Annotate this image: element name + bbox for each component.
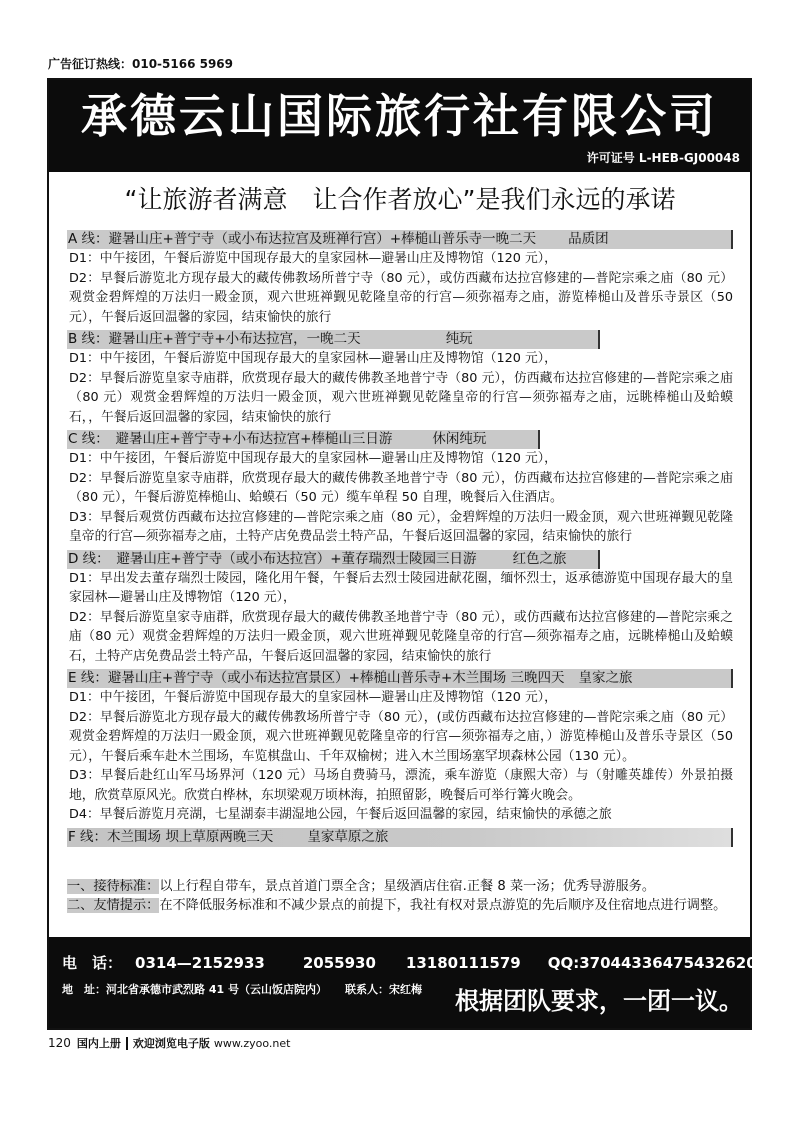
day-item (67, 349, 733, 369)
phone-row (62, 954, 767, 972)
address-label: 地 址： (62, 983, 106, 996)
advertisement-frame (47, 78, 768, 1030)
route-title-bar (67, 669, 733, 688)
route-title-bar (67, 430, 540, 449)
day-label: D1： (69, 251, 100, 266)
route-f (67, 828, 733, 847)
note-friendly-reminder (67, 896, 735, 915)
route-title-bar (67, 550, 600, 569)
day-item (67, 766, 733, 805)
note-text: 以上行程自带车，景点首道门票全含；星级酒店住宿.正餐 8 菜一汤；优秀导游服务。 (159, 879, 656, 894)
day-text: 早餐后游览皇家寺庙群，欣赏现存最大的藏传佛教圣地普宁寺（80 元），或仿西藏布达拉宫修建的—普陀宗乘之庙（80 元）观赏金碧辉煌的万法归一殿金顶，观六世班禅觐见乾隆皇帝的行宫—须弥福寿之庙，远眺棒槌山及蛤蟆石，土特产店免费品尝土特产品，午餐后返回温馨的家园，结束愉快的旅行 (69, 609, 734, 664)
service-notes (67, 877, 735, 915)
day-item (67, 569, 733, 608)
phone-label: 电 话： (62, 954, 123, 972)
day-text: 早餐后游览月亮湖，七星湖泰丰湖湿地公园，午餐后返回温馨的家园，结束愉快的承德之旅 (99, 807, 612, 822)
route-c (67, 430, 733, 547)
header-banner (49, 80, 750, 172)
route-tag: 品质团 (568, 231, 609, 247)
day-label: D2： (69, 609, 100, 625)
route-title: A 线：避暑山庄+普宁寺（或小布达拉宫及班禅行宫）+棒槌山普乐寺一晚二天 (68, 231, 537, 247)
day-text: 中午接团，午餐后游览中国现存最大的皇家园林—避暑山庄及博物馆（120 元）， (99, 251, 557, 266)
contact-footer (49, 937, 768, 1028)
day-label: D1： (69, 690, 100, 705)
route-tag: 皇家草原之旅 (307, 828, 389, 845)
phone-number: 0314—2152933 (135, 954, 265, 972)
website-url: www.zyoo.net (213, 1037, 291, 1050)
day-item (67, 369, 733, 428)
day-label: D2： (69, 370, 100, 386)
address-text: 河北省承德市武烈路 41 号（云山饭店院内） (106, 983, 327, 996)
phone-number: 2055930 (302, 954, 376, 972)
day-item (67, 508, 733, 547)
company-name: 承德云山国际旅行社有限公司 (81, 89, 718, 143)
day-label: D3： (69, 509, 100, 525)
day-text: 早餐后游览皇家寺庙群，欣赏现存最大的藏传佛教圣地普宁寺（80 元），仿西藏布达拉宫修建的—普陀宗乘之庙（80 元），午餐后游览棒槌山、蛤蟆石（50 元）缆车单程 50 自理，晚餐后入住酒店。 (69, 470, 734, 505)
route-a (67, 230, 733, 327)
day-label: D1： (69, 451, 100, 466)
day-label: D3： (69, 768, 101, 783)
note-label: 一、接待标准： (67, 879, 160, 894)
route-b (67, 330, 733, 427)
slogan: “让旅游者满意 让合作者放心”是我们永远的承诺 (124, 185, 676, 214)
day-item (67, 249, 733, 269)
content-area (49, 178, 750, 847)
route-title: C 线： 避暑山庄+普宁寺+小布达拉宫+棒槌山三日游 (68, 431, 393, 447)
route-title-bar (67, 230, 733, 249)
note-label: 二、友情提示： (67, 898, 160, 913)
route-title-bar (67, 828, 733, 847)
day-item (67, 269, 733, 328)
day-label: D2： (69, 709, 101, 725)
day-item (67, 469, 733, 508)
route-d (67, 550, 733, 667)
route-e (67, 669, 733, 825)
route-tag: 红色之旅 (512, 550, 567, 567)
day-text: 早餐后观赏仿西藏布达拉宫修建的—普陀宗乘之庙（80 元），金碧辉煌的万法归一殿金顶，观六世班禅觐见乾隆皇帝的行宫—须弥福寿之庙，土特产店免费品尝土特产品，午餐后返回温馨的家园，结束愉快的旅行 (69, 509, 734, 544)
day-label: D2： (69, 270, 101, 286)
day-text: 中午接团，午餐后游览中国现存最大的皇家园林—避暑山庄及博物馆（120 元）， (99, 690, 557, 705)
note-text: 在不降低服务标准和不减少景点的前提下，我社有权对景点游览的先后顺序及住宿地点进行调整。 (159, 898, 727, 913)
day-item (67, 805, 733, 825)
ad-hotline: 广告征订热线：010-5166 5969 (48, 57, 234, 71)
route-title: D 线： 避暑山庄+普宁寺（或小布达拉宫）+董存瑞烈士陵园三日游 (68, 550, 477, 567)
route-title: F 线：木兰围场 坝上草原两晚三天 (68, 828, 274, 845)
route-tag: 皇家之旅 (578, 670, 633, 686)
qq-number-2: 754326207 (673, 954, 768, 972)
route-title: B 线：避暑山庄+普宁寺+小布达拉宫，一晚二天 (68, 331, 361, 347)
address-row (62, 983, 422, 997)
ebook-tagline: 欢迎浏览电子版 (132, 1037, 210, 1050)
page-footer (48, 1036, 290, 1051)
license-number: 许可证号 L-HEB-GJ00048 (586, 151, 740, 165)
day-text: 早出发去董存瑞烈士陵园，隆化用午餐，午餐后去烈士陵园进献花圈，缅怀烈士，返承德游览中国现存最大的皇家园林—避暑山庄及博物馆（120 元）， (69, 570, 734, 605)
note-reception-standard (67, 877, 735, 896)
day-label: D2： (69, 470, 100, 486)
route-title-bar (67, 330, 600, 349)
day-label: D1： (69, 351, 100, 366)
mobile-number: 13180111579 (405, 954, 521, 972)
route-list (67, 230, 733, 847)
day-item (67, 688, 733, 708)
day-item (67, 449, 733, 469)
day-item (67, 608, 733, 667)
qq-number: QQ:370443364 (547, 954, 674, 972)
day-text: 早餐后游览北方现存最大的藏传佛教场所普宁寺（80 元），或仿西藏布达拉宫修建的—普陀宗乘之庙（80 元）观赏金碧辉煌的万法归一殿金顶，观六世班禅觐见乾隆皇帝的行宫—须弥福寿之庙，游览棒槌山及普乐寺景区（50 元），午餐后返回温馨的家园，结束愉快的旅行 (69, 270, 733, 325)
contact-label: 联系人： (344, 983, 389, 996)
day-item (67, 708, 733, 767)
page-number: 120 (48, 1036, 71, 1050)
footer-slogan: 根据团队要求，一团一议。 (455, 987, 743, 1015)
route-tag: 纯玩 (445, 331, 473, 347)
day-text: 早餐后游览北方现存最大的藏传佛教场所普宁寺（80 元），(或仿西藏布达拉宫修建的—普陀宗乘之庙（80 元）观赏金碧辉煌的万法归一殿金顶，观六世班禅觐见乾隆皇帝的行宫—须弥福寿之庙，）游览棒槌山及普乐寺景区（50 元），午餐后乘车赴木兰围场，车览棋盘山、千年双榆树；进入木兰围场塞罕坝森林公园（130 元）。 (69, 709, 734, 764)
contact-name: 宋红梅 (388, 983, 422, 996)
route-title: E 线：避暑山庄+普宁寺（或小布达拉宫景区）+棒槌山普乐寺+木兰围场 三晚四天 (68, 670, 565, 686)
day-text: 中午接团，午餐后游览中国现存最大的皇家园林—避暑山庄及博物馆（120 元）， (99, 451, 557, 466)
book-section: 国内上册 (77, 1037, 128, 1050)
route-tag: 休闲纯玩 (432, 431, 487, 447)
day-text: 中午接团，午餐后游览中国现存最大的皇家园林—避暑山庄及博物馆（120 元）， (99, 351, 557, 366)
day-text: 早餐后赴红山军马场界河（120 元）马场自费骑马，漂流，乘车游览（康熙大帝）与（射雕英雄传）外景拍摄地，欣赏草原风光。欣赏白桦林，东坝梁观万顷林海，拍照留影，晚餐后可举行篝火晚会。 (69, 768, 733, 803)
day-text: 早餐后游览皇家寺庙群，欣赏现存最大的藏传佛教圣地普宁寺（80 元），仿西藏布达拉宫修建的—普陀宗乘之庙（80 元）观赏金碧辉煌的万法归一殿金顶，观六世班禅觐见乾隆皇帝的行宫—须弥福寿之庙，远眺棒槌山及蛤蟆石，，午餐后返回温馨的家园，结束愉快的旅行 (69, 370, 734, 425)
day-label: D4： (69, 807, 100, 822)
day-label: D1： (69, 570, 101, 586)
